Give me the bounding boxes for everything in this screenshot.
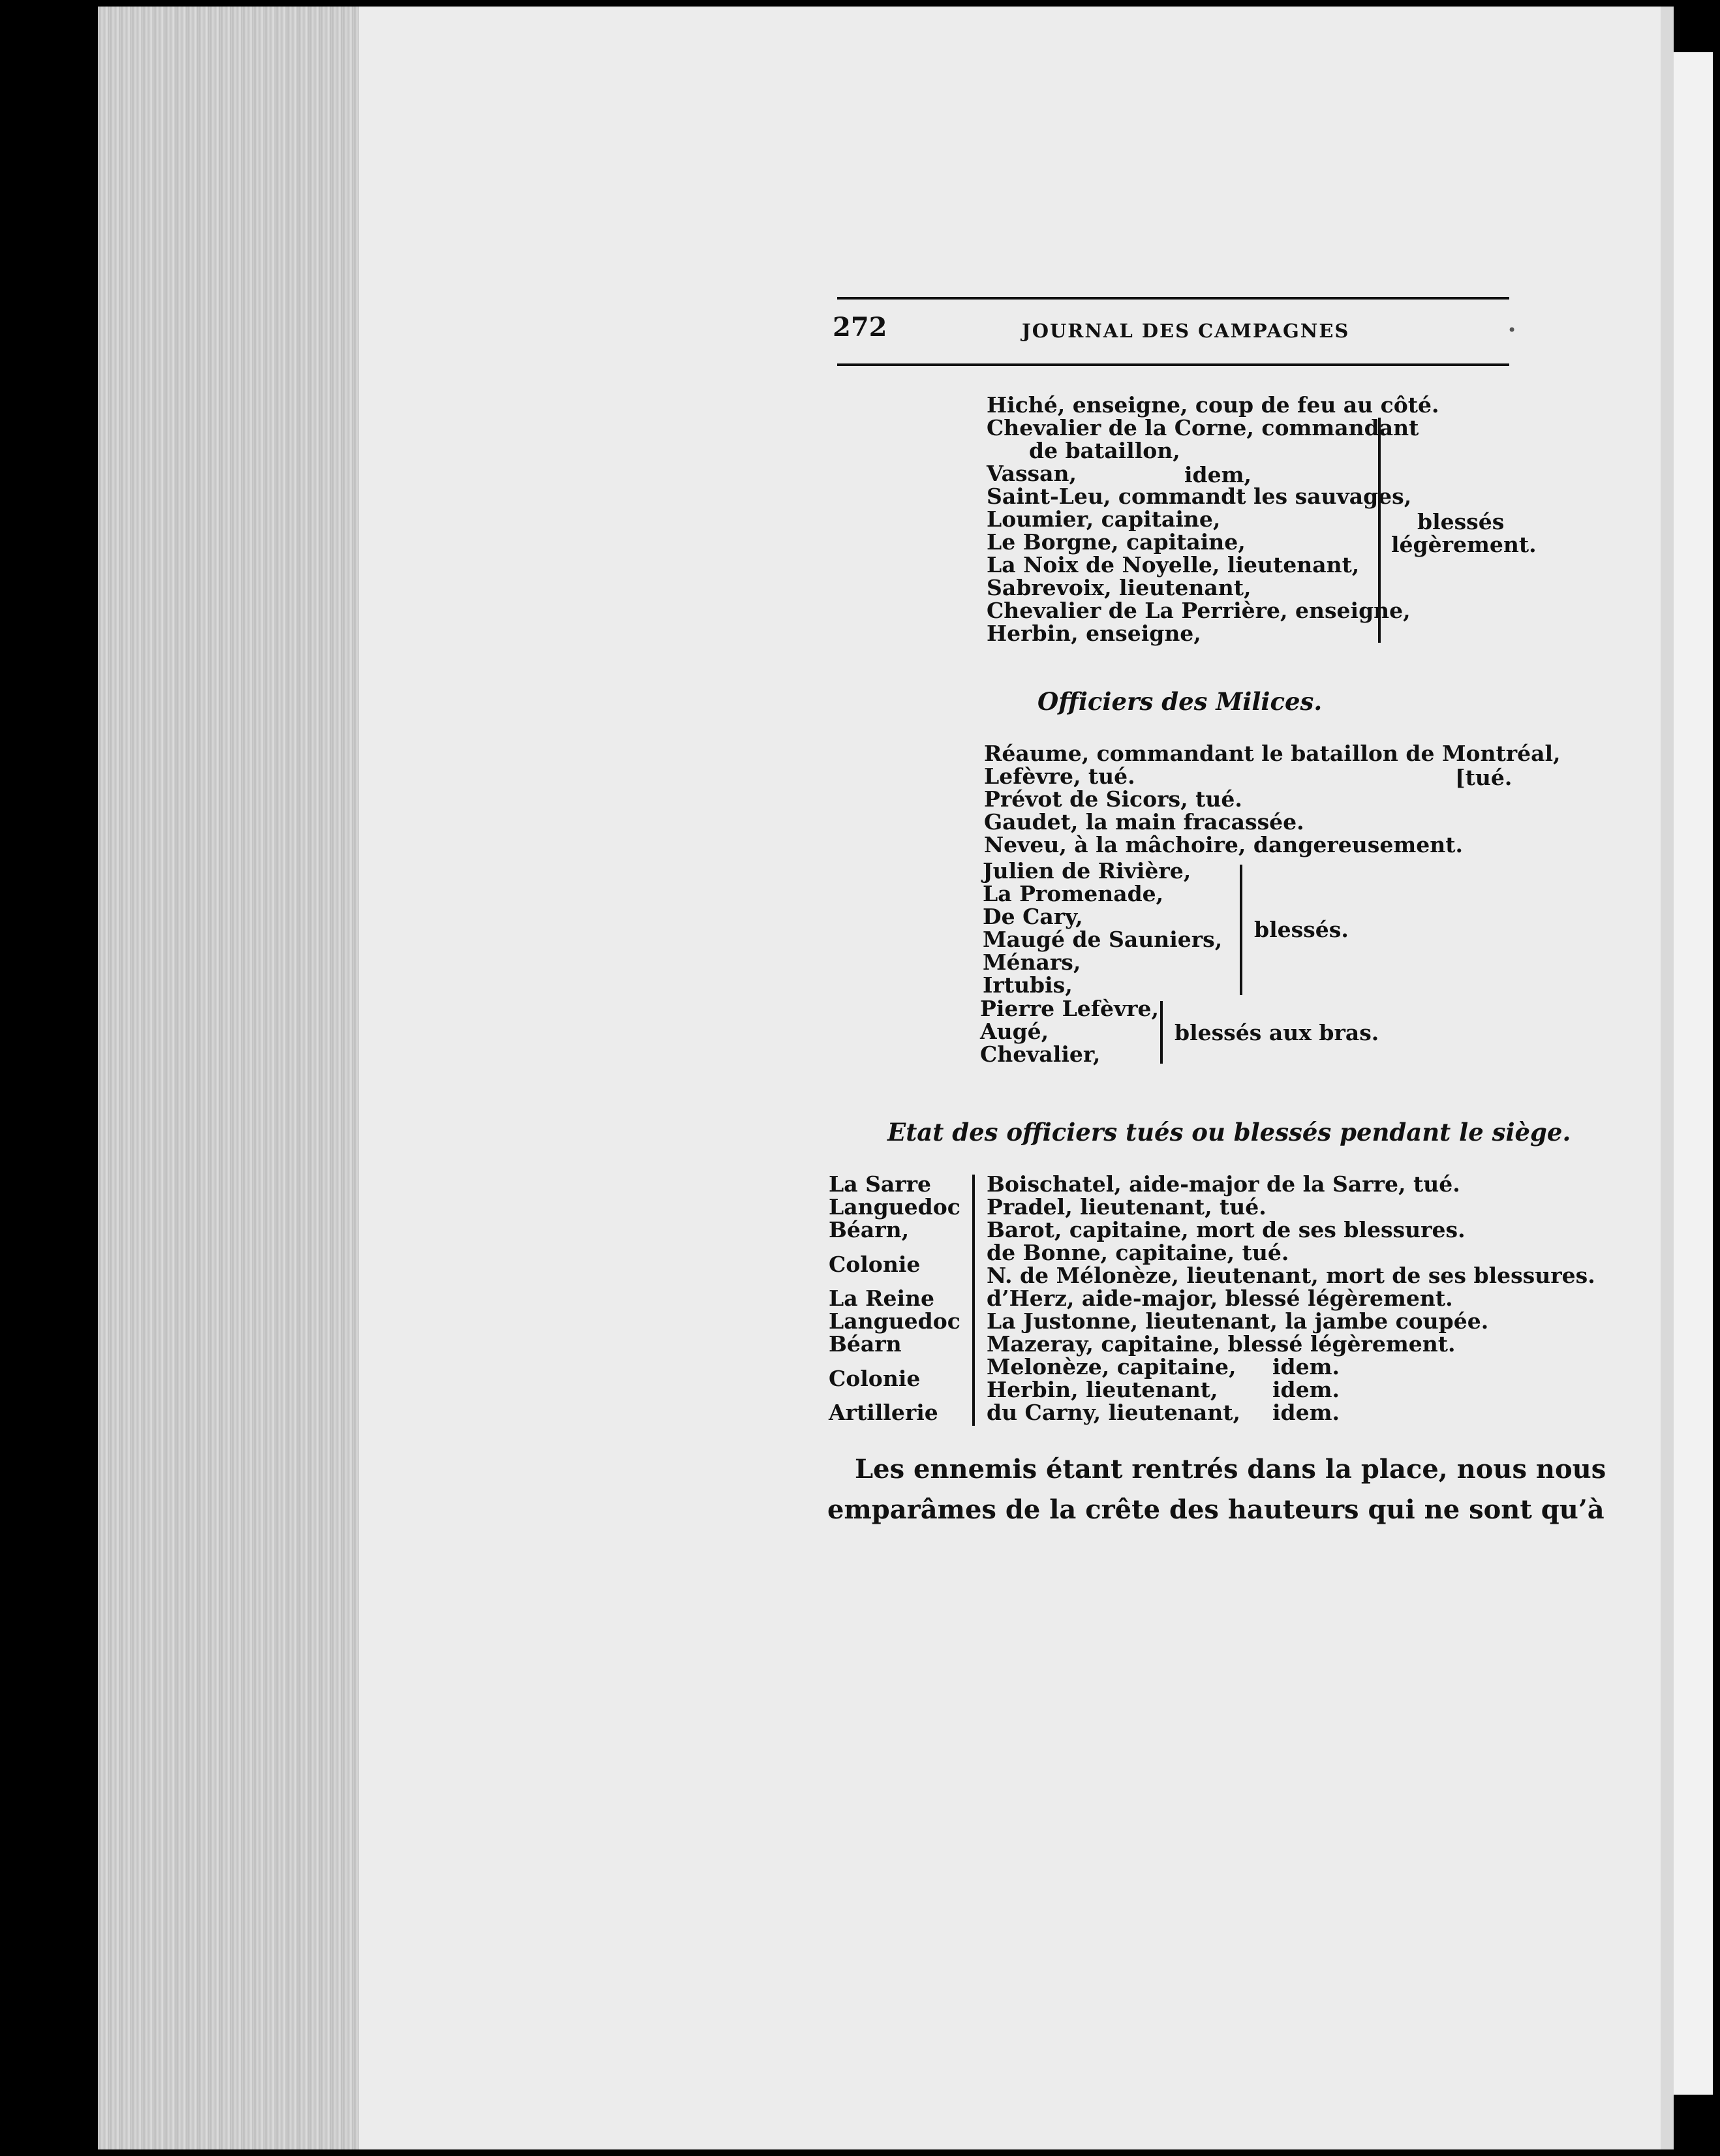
- list-item: Augé,: [980, 1019, 1049, 1044]
- regiment-cell: La Reine: [829, 1286, 935, 1311]
- officer-cell: Pradel, lieutenant, tué.: [987, 1194, 1267, 1220]
- regiment-cell: Béarn,: [829, 1217, 910, 1242]
- left-brace: [972, 1175, 981, 1426]
- militia-heading: Officiers des Milices.: [1037, 687, 1323, 716]
- list-item: De Cary,: [983, 904, 1083, 929]
- officer-cell: Melonèze, capitaine,: [987, 1354, 1236, 1379]
- brace-label-arms: blessés aux bras.: [1175, 1020, 1379, 1045]
- regiment-cell: Béarn: [829, 1331, 902, 1357]
- officer-cell: d’Herz, aide-major, blessé légèrement.: [987, 1286, 1453, 1311]
- regiment-cell: Colonie: [829, 1252, 921, 1277]
- list-item: Saint-Leu, commandt les sauvages,: [987, 484, 1412, 509]
- list-item: Pierre Lefèvre,: [980, 996, 1159, 1021]
- book-page: [359, 7, 1661, 2149]
- list-item: Maugé de Sauniers,: [983, 927, 1223, 952]
- regiment-cell: Languedoc: [829, 1308, 960, 1334]
- list-item: Gaudet, la main fracassée.: [984, 809, 1304, 835]
- first-officer-line: Hiché, enseigne, coup de feu au côté.: [987, 392, 1439, 418]
- brace-label-wounded: blessés.: [1254, 917, 1349, 942]
- list-item: Chevalier de la Corne, commandant: [987, 415, 1419, 440]
- list-item: Neveu, à la mâchoire, dangereusement.: [984, 832, 1463, 857]
- list-item: Irtubis,: [983, 972, 1073, 998]
- officer-cell: du Carny, lieutenant,: [987, 1400, 1240, 1425]
- page-edges: [98, 7, 359, 2149]
- regiment-cell: Languedoc: [829, 1194, 960, 1220]
- regiment-cell: La Sarre: [829, 1171, 932, 1197]
- right-brace: [1154, 1001, 1163, 1064]
- printer-mark: •: [1507, 321, 1517, 339]
- militia-arm-list: [980, 997, 1159, 1066]
- siege-heading: Etat des officiers tués ou blessés pendant le siège.: [887, 1118, 1571, 1147]
- list-item: Herbin, enseigne,: [987, 621, 1201, 646]
- list-item: Chevalier,: [980, 1041, 1101, 1067]
- officer-cell: Barot, capitaine, mort de ses blessures.: [987, 1217, 1466, 1242]
- list-item: Le Borgne, capitaine,: [987, 529, 1246, 555]
- list-item: La Promenade,: [983, 881, 1164, 906]
- idem-note: idem,: [1184, 462, 1252, 487]
- regiment-cell: Artillerie: [829, 1400, 938, 1425]
- list-item: La Noix de Noyelle, lieutenant,: [987, 552, 1360, 578]
- page-number: 272: [833, 312, 887, 343]
- paragraph-line: emparâmes de la crête des hauteurs qui ne sont qu’à: [827, 1494, 1605, 1525]
- officer-cell: La Justonne, lieutenant, la jambe coupée.: [987, 1308, 1489, 1334]
- brace-label-lightly: légèrement.: [1391, 532, 1537, 557]
- note-cell: idem.: [1272, 1400, 1340, 1425]
- list-item: Loumier, capitaine,: [987, 506, 1221, 532]
- regiment-cell: Colonie: [829, 1366, 921, 1391]
- right-brace: [1233, 865, 1242, 995]
- officer-cell: Herbin, lieutenant,: [987, 1377, 1218, 1402]
- militia-list: [984, 742, 1561, 856]
- list-item: Julien de Rivière,: [983, 858, 1191, 884]
- list-item: Réaume, commandant le bataillon de Montréal,: [984, 741, 1561, 766]
- continuation-mark: [tué.: [1455, 765, 1513, 790]
- facing-page-edge: [1674, 52, 1713, 2095]
- officer-cell: N. de Mélonèze, lieutenant, mort de ses blessures.: [987, 1263, 1595, 1288]
- officer-cell: de Bonne, capitaine, tué.: [987, 1240, 1289, 1265]
- note-column: [1272, 1355, 1340, 1424]
- list-item: Chevalier de La Perrière, enseigne,: [987, 598, 1411, 623]
- running-title: JOURNAL DES CAMPAGNES: [1022, 320, 1350, 342]
- list-item: Sabrevoix, lieutenant,: [987, 575, 1252, 600]
- regiment-column: [829, 1173, 960, 1424]
- officer-cell: Mazeray, capitaine, blessé légèrement.: [987, 1331, 1456, 1357]
- officer-cell: Boischatel, aide-major de la Sarre, tué.: [987, 1171, 1460, 1197]
- list-item: Vassan,: [987, 461, 1077, 486]
- note-cell: idem.: [1272, 1354, 1340, 1379]
- brace-label-wounded: blessés: [1417, 509, 1505, 534]
- page-gutter: [1661, 7, 1674, 2149]
- paragraph-line: Les ennemis étant rentrés dans la place, nous nous: [855, 1454, 1606, 1485]
- list-item: Lefèvre, tué.: [984, 763, 1135, 789]
- list-item: Prévot de Sicors, tué.: [984, 786, 1242, 812]
- header-top-rule: [837, 297, 1509, 300]
- header-bottom-rule: [837, 363, 1509, 366]
- militia-wounded-list: [983, 859, 1222, 996]
- note-cell: idem.: [1272, 1377, 1340, 1402]
- list-item: Ménars,: [983, 949, 1081, 975]
- list-item: de bataillon,: [1029, 438, 1180, 463]
- right-brace: [1372, 418, 1381, 643]
